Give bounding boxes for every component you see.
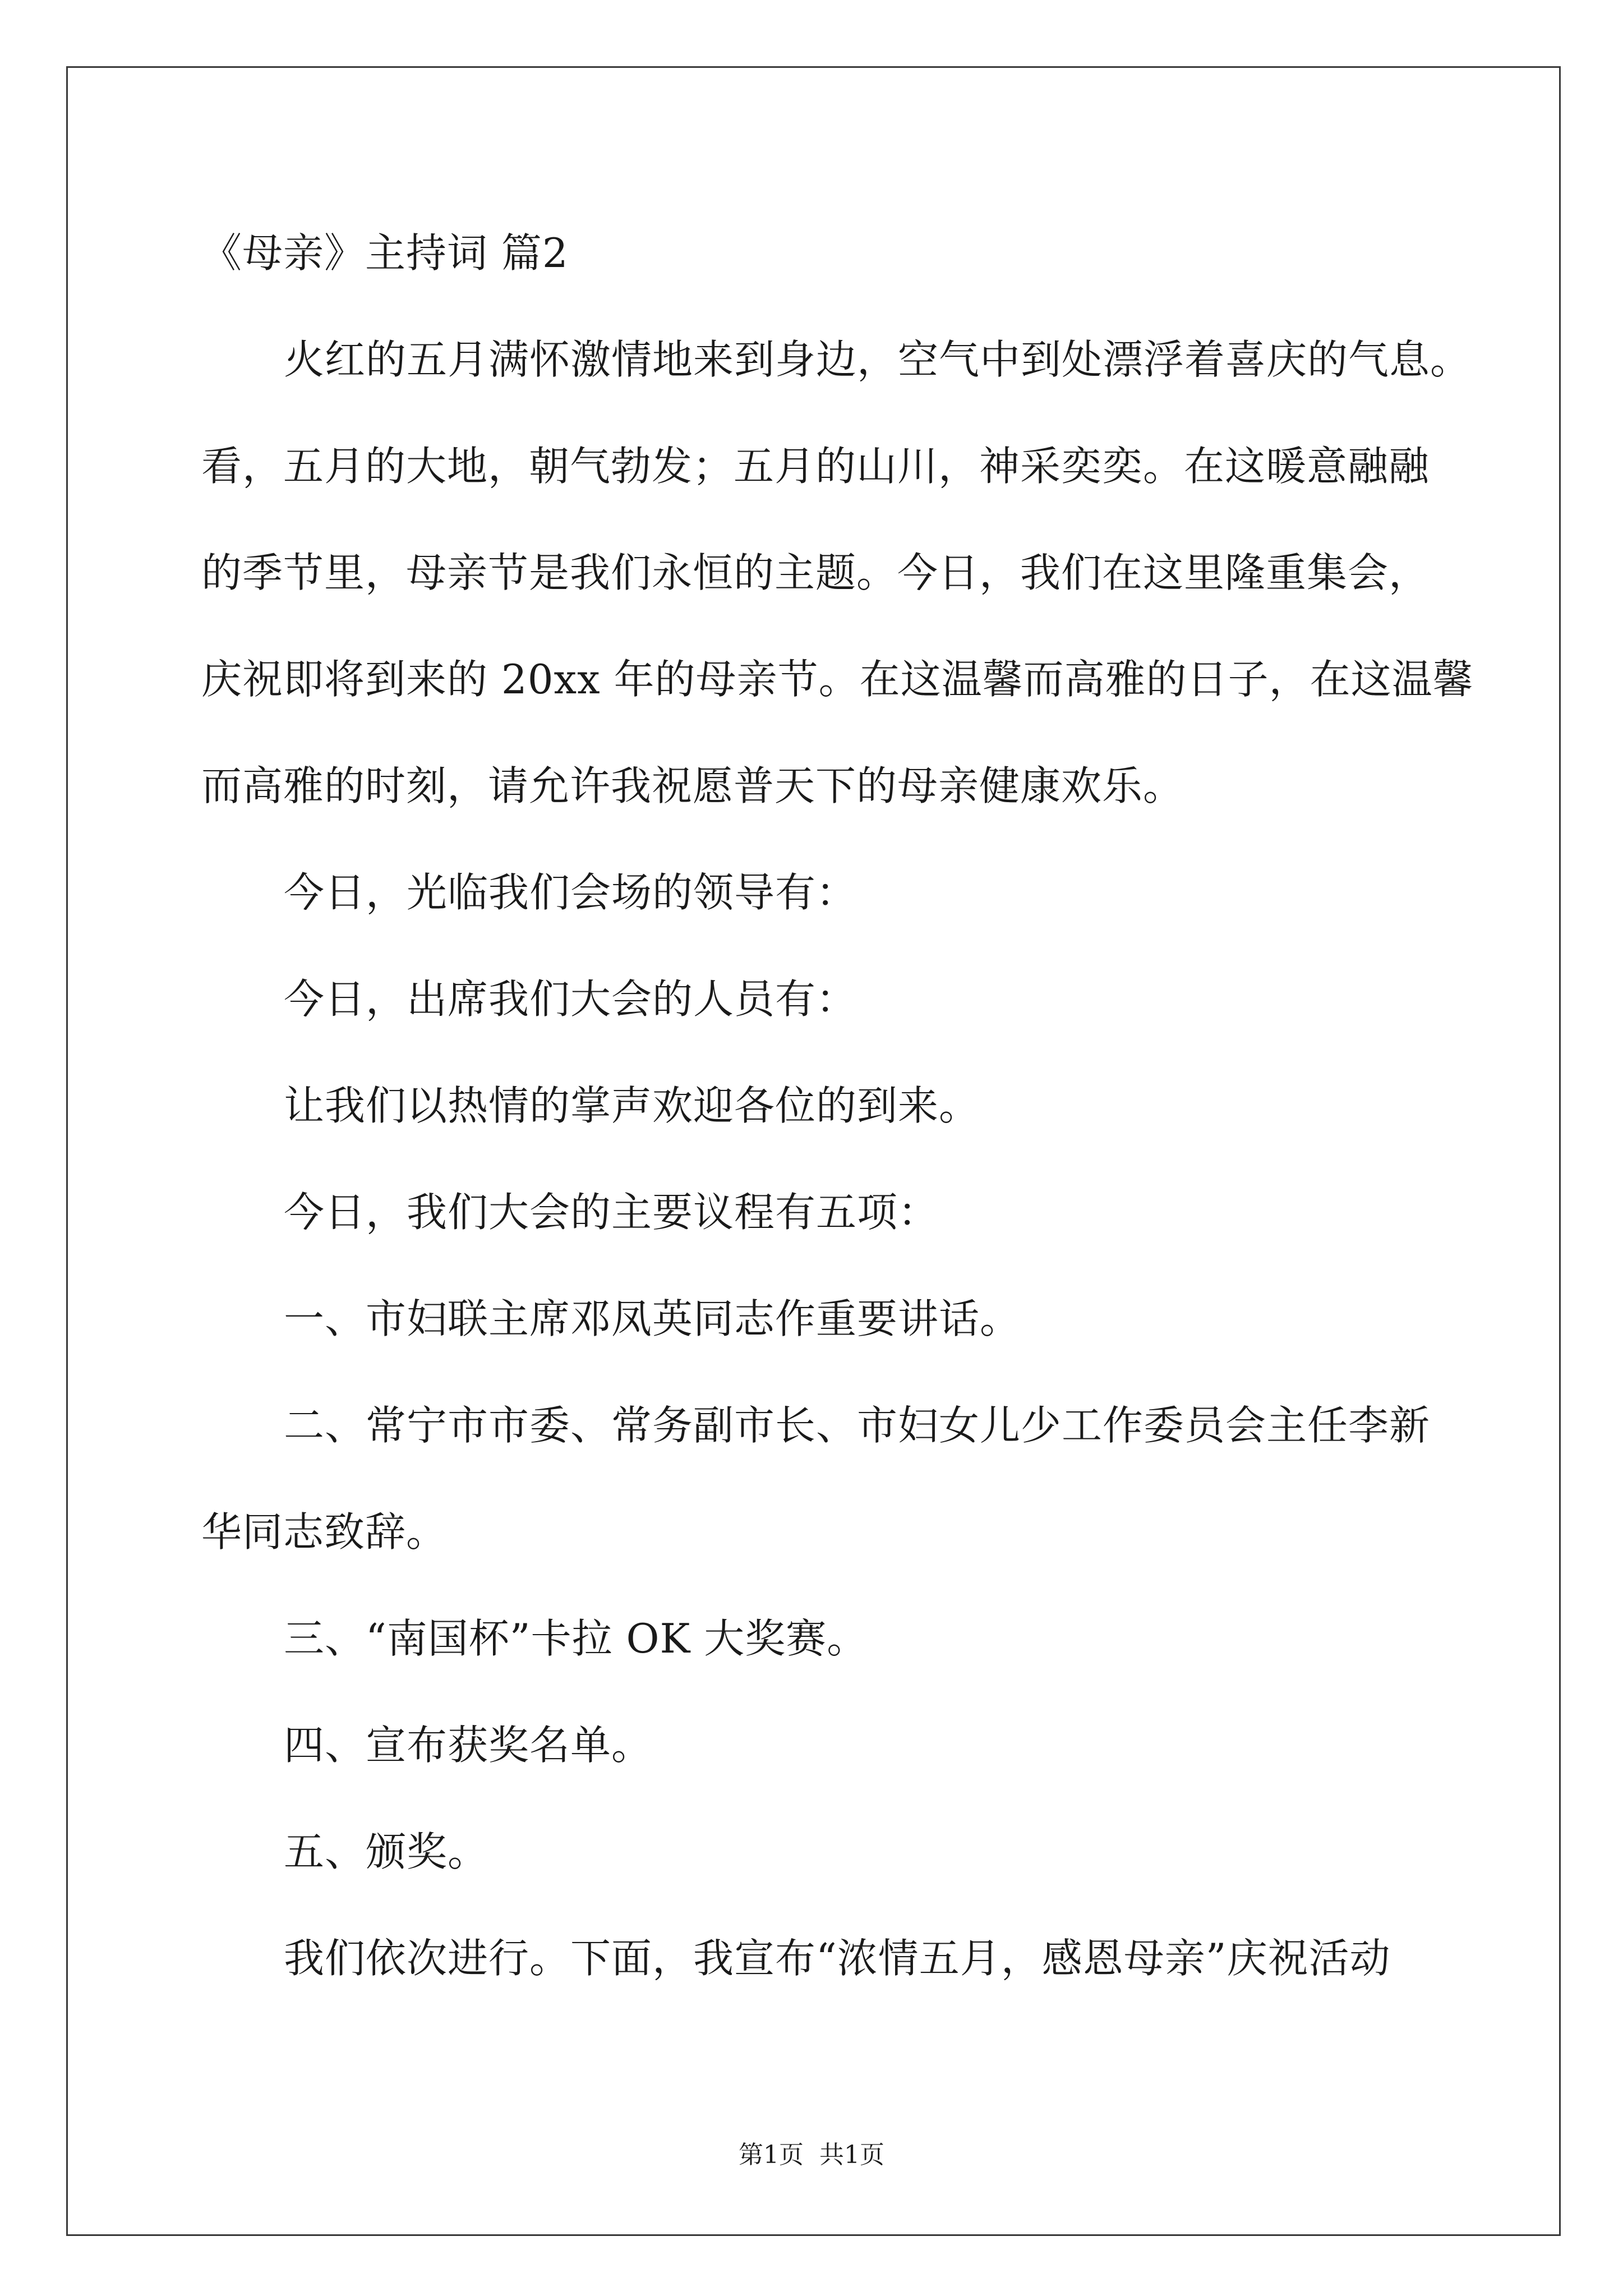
paragraph-opening — [201, 306, 1491, 839]
agenda-item-2 — [201, 1372, 1491, 1585]
paragraph-line: 庆祝即将到来的 20xx 年的母亲节。在这温馨而高雅的日子，在这温馨 — [201, 656, 1474, 703]
agenda-item-1: 一、市妇联主席邓凤英同志作重要讲话。 — [284, 1295, 1021, 1342]
paragraph-line: 火红的五月满怀激情地来到身边，空气中到处漂浮着喜庆的气息。 — [284, 336, 1472, 383]
paragraph-leaders: 今日，光临我们会场的领导有： — [284, 869, 857, 916]
paragraph-line: 二、常宁市市委、常务副市长、市妇女儿少工作委员会主任李新 — [284, 1402, 1431, 1449]
agenda-item-3: 三、“南国杯”卡拉 OK 大奖赛。 — [284, 1615, 868, 1662]
paragraph-attendees: 今日，出席我们大会的人员有： — [284, 976, 857, 1023]
agenda-item-4: 四、宣布获奖名单。 — [284, 1722, 653, 1769]
paragraph-line: 而高雅的时刻，请允许我祝愿普天下的母亲健康欢乐。 — [201, 762, 1184, 809]
document-body — [201, 200, 1491, 2012]
paragraph-line: 的季节里，母亲节是我们永恒的主题。今日，我们在这里隆重集会， — [201, 549, 1430, 596]
agenda-item-5: 五、颁奖。 — [284, 1828, 489, 1875]
paragraph-agenda-intro: 今日，我们大会的主要议程有五项： — [284, 1189, 939, 1236]
page-footer: 第1页 共1页 — [739, 2141, 884, 2169]
paragraph-welcome: 让我们以热情的掌声欢迎各位的到来。 — [284, 1082, 980, 1129]
paragraph-line: 华同志致辞。 — [201, 1508, 448, 1556]
paragraph-line: 看，五月的大地，朝气勃发；五月的山川，神采奕奕。在这暖意融融 — [201, 443, 1430, 490]
document-title: 《母亲》主持词 篇2 — [201, 229, 569, 277]
paragraph-proceed: 我们依次进行。下面，我宣布“浓情五月，感恩母亲”庆祝活动 — [284, 1935, 1391, 1982]
